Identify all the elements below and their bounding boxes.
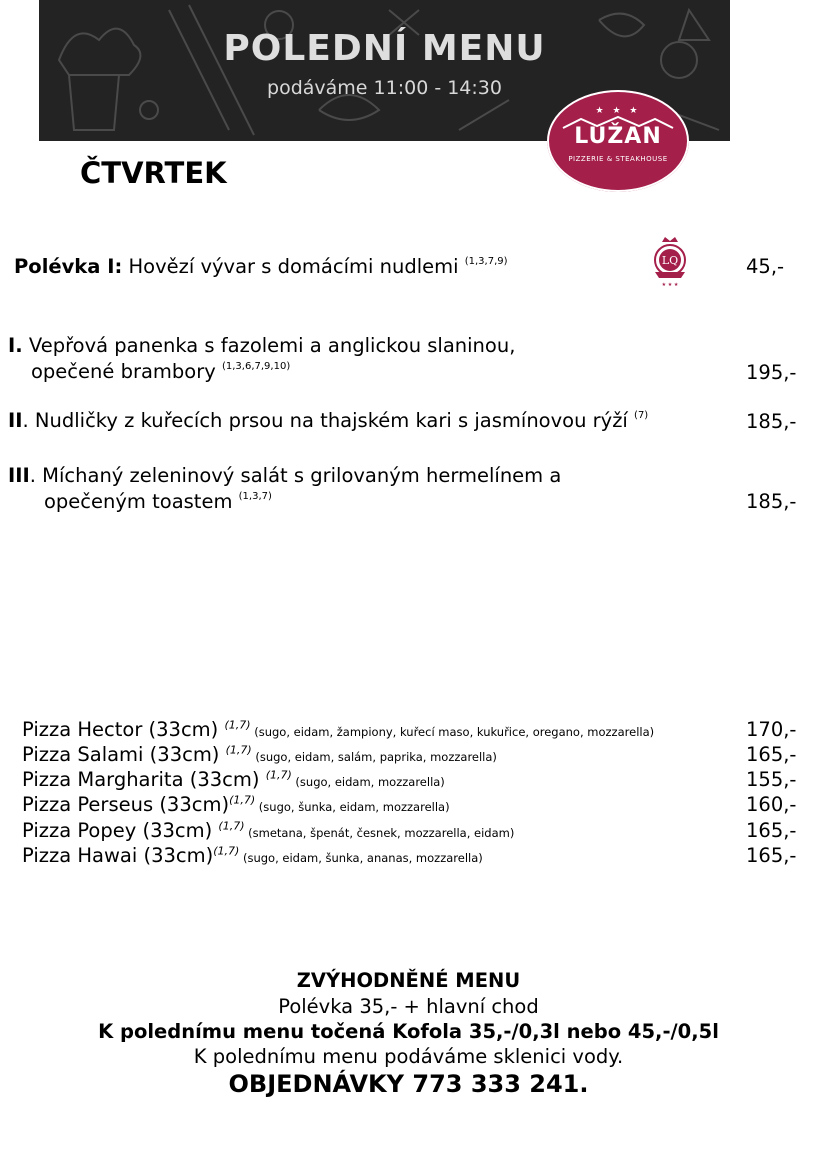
day-heading: ČTVRTEK: [80, 156, 227, 190]
pizza-allergens: (1,7): [213, 844, 240, 858]
pizza-price: 165,-: [746, 819, 797, 842]
drink-offer: K polednímu menu točená Kofola 35,-/0,3l nebo 45,-/0,5l: [98, 1020, 719, 1043]
pizza-name: Pizza Perseus (33cm): [22, 793, 230, 816]
pizza-name: Pizza Margharita (33cm): [22, 768, 266, 791]
pizza-price: 165,-: [746, 844, 797, 867]
pizza-price: 165,-: [746, 743, 797, 766]
pizza-price: 170,-: [746, 718, 797, 741]
main-item-price: 185,-: [746, 490, 797, 513]
luzan-logo: [547, 90, 689, 192]
pizza-name: Pizza Hector (33cm): [22, 718, 225, 741]
pizza-name: Pizza Popey (33cm): [22, 819, 219, 842]
serving-hours: podáváme 11:00 - 14:30: [267, 77, 502, 99]
svg-text:★ ★ ★: ★ ★ ★: [661, 282, 679, 288]
main-item-text: opečeným toastem: [44, 490, 239, 513]
pizza-allergens: (1,7): [229, 793, 256, 807]
main-item-line1: [8, 464, 561, 487]
page-title: POLEDNÍ MENU: [223, 28, 546, 69]
pizza-ingredients: (sugo, eidam, mozzarella): [291, 775, 445, 789]
main-item-line1: [8, 334, 515, 357]
pizza-allergens: (1,7): [218, 819, 245, 833]
main-item-line2: [44, 490, 272, 513]
pizza-ingredients: (smetana, špenát, česnek, mozzarella, eidam): [244, 826, 515, 840]
main-item-number: II: [8, 409, 23, 432]
main-item-price: 195,-: [746, 361, 797, 384]
main-item-allergens: (7): [634, 409, 649, 421]
svg-text:LQ: LQ: [661, 254, 679, 267]
water-note: K polednímu menu podáváme sklenici vody.: [193, 1045, 624, 1068]
main-item-text: opečené brambory: [31, 360, 222, 383]
main-item-number: III: [8, 464, 30, 487]
pizza-item: [22, 844, 483, 867]
main-item-line1: [8, 409, 648, 432]
main-item-number: I.: [8, 334, 23, 357]
main-item-text: . Nudličky z kuřecích prsou na thajském kari s jasmínovou rýží: [22, 409, 635, 432]
pizza-name: Pizza Salami (33cm): [22, 743, 226, 766]
main-item-text: . Míchaný zeleninový salát s grilovaným hermelínem a: [29, 464, 562, 487]
soup-label: Polévka I:: [14, 255, 123, 278]
soup-price: 45,-: [746, 255, 785, 278]
pizza-name: Pizza Hawai (33cm): [22, 844, 214, 867]
logo-name: LUŽAN: [574, 124, 662, 149]
soup-line: [14, 255, 508, 278]
soup-allergens: (1,3,7,9): [464, 255, 508, 267]
pizza-item: [22, 819, 514, 842]
combo-text: Polévka 35,- + hlavní chod: [278, 995, 539, 1018]
main-item-price: 185,-: [746, 410, 797, 433]
logo-stars: ★ ★ ★: [595, 106, 641, 116]
logo-tagline: PIZZERIE & STEAKHOUSE: [568, 155, 668, 163]
pizza-allergens: (1,7): [225, 743, 252, 757]
pizza-item: [22, 743, 497, 766]
main-item-allergens: (1,3,7): [238, 490, 272, 502]
pizza-allergens: (1,7): [224, 718, 251, 732]
combo-heading: ZVÝHODNĚNÉ MENU: [296, 969, 521, 992]
main-item-text: Vepřová panenka s fazolemi a anglickou slaninou,: [22, 334, 516, 357]
pizza-allergens: (1,7): [265, 768, 292, 782]
pizza-price: 155,-: [746, 768, 797, 791]
crest-icon: [647, 236, 693, 288]
soup-text: Hovězí vývar s domácími nudlemi: [122, 255, 465, 278]
pizza-ingredients: (sugo, eidam, žampiony, kuřecí maso, kukuřice, oregano, mozzarella): [250, 725, 655, 739]
main-item-allergens: (1,3,6,7,9,10): [221, 360, 291, 372]
orders-phone: OBJEDNÁVKY 773 333 241.: [228, 1070, 589, 1098]
pizza-price: 160,-: [746, 793, 797, 816]
pizza-ingredients: (sugo, eidam, šunka, ananas, mozzarella): [239, 851, 483, 865]
pizza-ingredients: (sugo, šunka, eidam, mozzarella): [255, 800, 450, 814]
pizza-item: [22, 768, 445, 791]
pizza-item: [22, 793, 450, 816]
main-item-line2: [31, 360, 290, 383]
pizza-item: [22, 718, 654, 741]
pizza-ingredients: (sugo, eidam, salám, paprika, mozzarella): [251, 750, 497, 764]
